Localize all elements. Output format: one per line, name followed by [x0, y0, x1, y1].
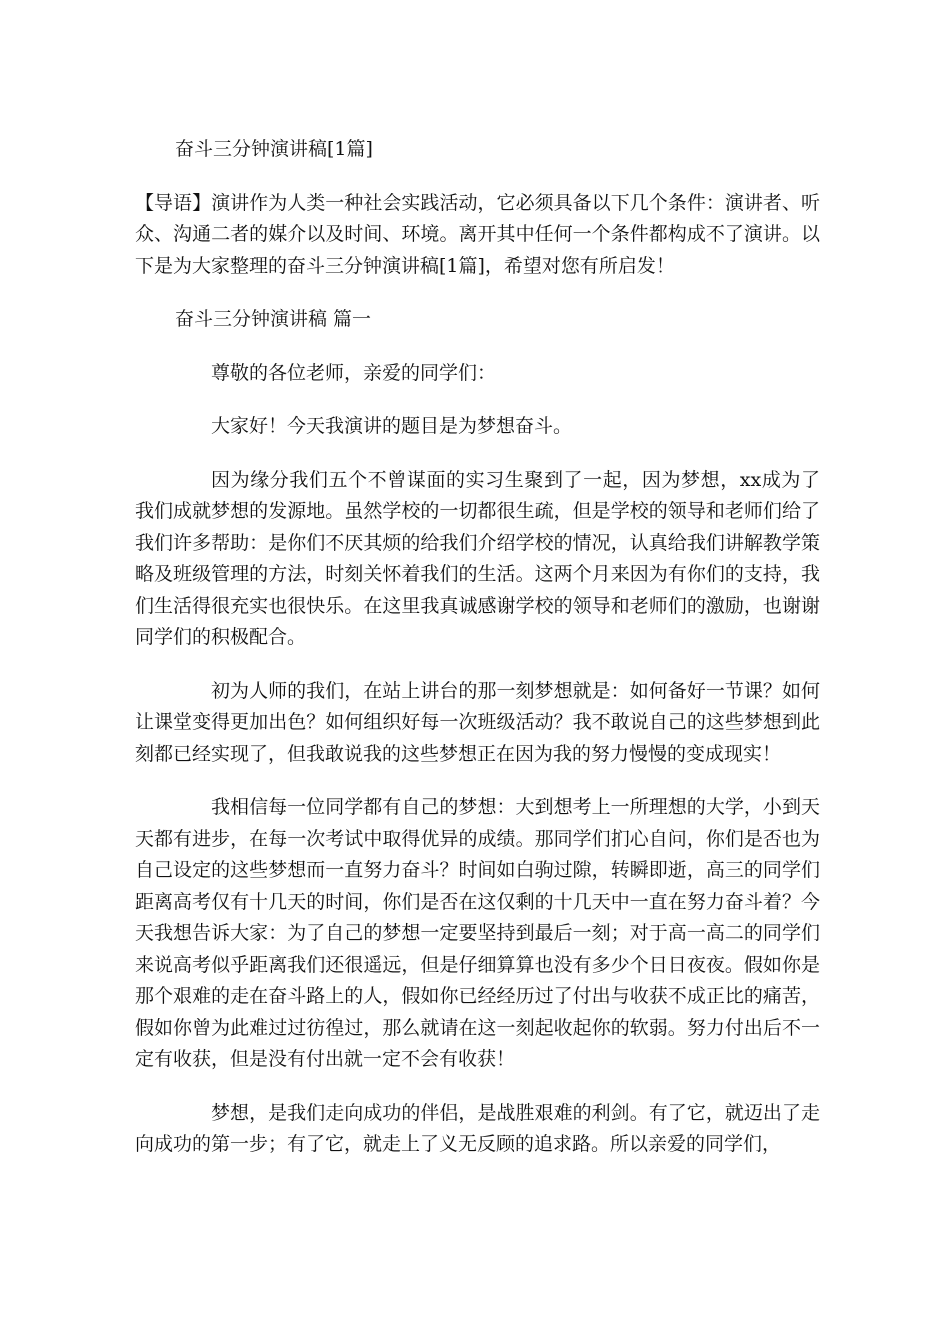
salutation: 尊敬的各位老师，亲爱的同学们：: [211, 361, 497, 384]
section-heading: 奋斗三分钟演讲稿 篇一: [175, 308, 372, 330]
opening-line: 大家好！今天我演讲的题目是为梦想奋斗。: [211, 415, 573, 437]
body-paragraph-1: 因为缘分我们五个不曾谋面的实习生聚到了一起，因为梦想，xx成为了我们成就梦想的发源地。虽然学校的一切都很生疏，但是学校的领导和老师们给了我们许多帮助：是你们不厌其烦的给我们介绍学校的情况，认真给我们讲解教学策略及班级管理的方法，时刻关怀着我们的生活。这两个月来因为有你们的支持，我们生活得很充实也很快乐。在这里我真诚感谢学校的领导和老师们的激励，也谢谢同学们的积极配合。: [135, 468, 820, 648]
body-paragraph-2: 初为人师的我们，在站上讲台的那一刻梦想就是：如何备好一节课？如何让课堂变得更加出色？如何组织好每一次班级活动？我不敢说自己的这些梦想到此刻都已经实现了，但我敢说我的这些梦想正在因为我的努力慢慢的变成现实！: [135, 679, 820, 765]
document-title: 奋斗三分钟演讲稿[1篇]: [175, 138, 373, 160]
document-body: [135, 134, 820, 1183]
intro-paragraph: 【导语】演讲作为人类一种社会实践活动，它必须具备以下几个条件：演讲者、听众、沟通二者的媒介以及时间、环境。离开其中任何一个条件都构成不了演讲。以下是为大家整理的奋斗三分钟演讲稿[1篇]，希望对您有所启发！: [135, 191, 820, 277]
body-paragraph-3: 我相信每一位同学都有自己的梦想：大到想考上一所理想的大学，小到天天都有进步，在每一次考试中取得优异的成绩。那同学们扪心自问，你们是否也为自己设定的这些梦想而一直努力奋斗？时间如白驹过隙，转瞬即逝，高三的同学们距离高考仅有十几天的时间，你们是否在这仅剩的十几天中一直在努力奋斗着？今天我想告诉大家：为了自己的梦想一定要坚持到最后一刻；对于高一高二的同学们来说高考似乎距离我们还很遥远，但是仔细算算也没有多少个日日夜夜。假如你是那个艰难的走在奋斗路上的人，假如你已经经历过了付出与收获不成正比的痛苦，假如你曾为此难过过彷徨过，那么就请在这一刻起收起你的软弱。努力付出后不一定有收获，但是没有付出就一定不会有收获！: [135, 796, 820, 1070]
body-paragraph-4: 梦想，是我们走向成功的伴侣，是战胜艰难的利剑。有了它，就迈出了走向成功的第一步；有了它，就走上了义无反顾的追求路。所以亲爱的同学们，: [135, 1101, 820, 1155]
